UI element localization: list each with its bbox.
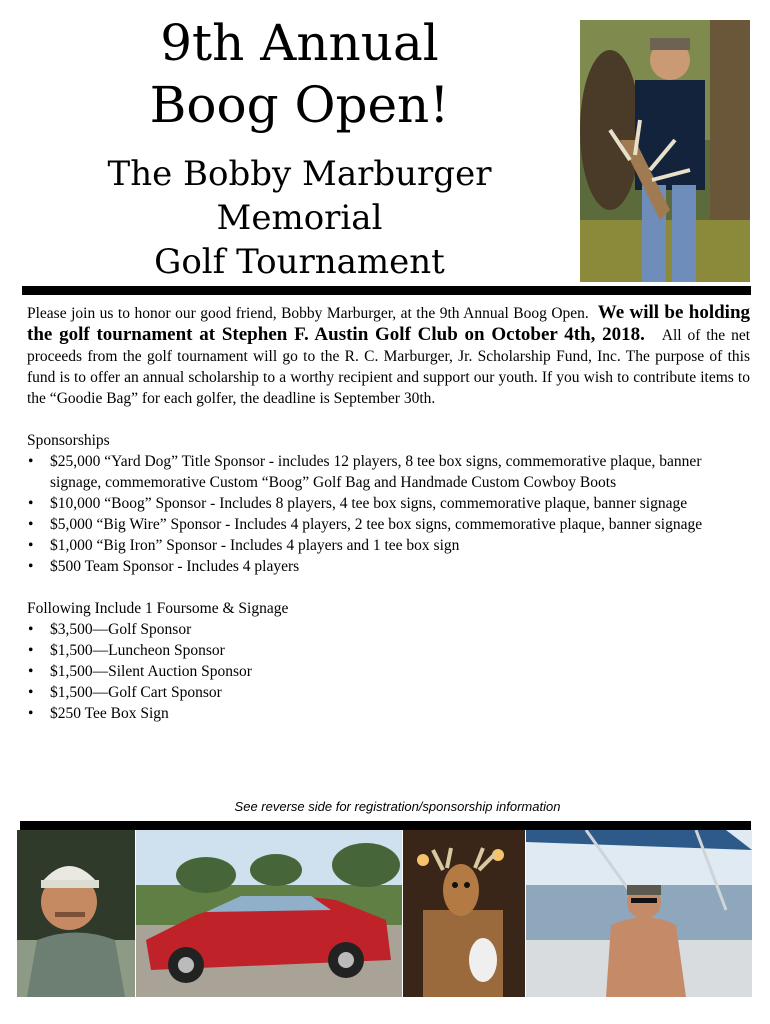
list-item: • $5,000 “Big Wire” Sponsor - Includes 4 players, 2 tee box signs, commemorative plaque, banner signage xyxy=(50,514,750,535)
intro-text-2: All of the net proceeds from the golf tournament will go to the R. C. Marburger, Jr. Scholarship Fund, Inc. The purpose of this fund is to offer an annual scholarship to a worthy recipient and support our youth. If you wish to contribute items to the “Goodie Bag” for each golfer, the deadline is September 30th. xyxy=(27,327,750,407)
body-text xyxy=(27,302,750,724)
list-item: • $500 Team Sponsor - Includes 4 players xyxy=(50,556,750,577)
list-item: • $1,000 “Big Iron” Sponsor - Includes 4 players and 1 tee box sign xyxy=(50,535,750,556)
list-item: • $10,000 “Boog” Sponsor - Includes 8 players, 4 tee box signs, commemorative plaque, banner signage xyxy=(50,493,750,514)
sponsorships-list xyxy=(27,451,750,577)
hero-photo xyxy=(580,20,750,282)
list-item: • $1,500—Golf Cart Sponsor xyxy=(50,682,750,703)
list-item: • $3,500—Golf Sponsor xyxy=(50,619,750,640)
top-divider xyxy=(22,286,751,295)
list-item: • $1,500—Luncheon Sponsor xyxy=(50,640,750,661)
list-item: • $250 Tee Box Sign xyxy=(50,703,750,724)
photo-man-on-boat xyxy=(526,830,752,997)
photo-deer-mascot xyxy=(403,830,525,997)
photo-red-car xyxy=(136,830,402,997)
subtitle-line-1: The Bobby Marburger Memorial xyxy=(107,154,492,238)
subtitle-line-2: Golf Tournament xyxy=(154,242,445,282)
sponsorships-heading: Sponsorships xyxy=(27,432,110,449)
foursome-list xyxy=(27,619,750,724)
bottom-divider xyxy=(20,821,751,830)
list-item: • $1,500—Silent Auction Sponsor xyxy=(50,661,750,682)
reverse-side-note: See reverse side for registration/sponsorship information xyxy=(234,799,561,814)
intro-emphasis: We will be holding the golf tournament at Stephen F. Austin Golf Club on October 4th, 2018. xyxy=(27,302,751,345)
intro-paragraph xyxy=(27,302,750,409)
title-line-1: 9th Annual xyxy=(160,14,439,72)
photo-man-in-cap xyxy=(17,830,135,997)
intro-text-1: Please join us to honor our good friend, Bobby Marburger, at the 9th Annual Boog Open. xyxy=(27,305,589,322)
title-block xyxy=(22,12,577,284)
list-item: • $25,000 “Yard Dog” Title Sponsor - includes 12 players, 8 tee box signs, commemorative plaque, banner signage, commemorative Custom “Boog” Golf Bag and Handmade Custom Cowboy Boots xyxy=(50,451,750,493)
foursome-heading: Following Include 1 Foursome & Signage xyxy=(27,600,289,617)
title-line-2: Boog Open! xyxy=(149,76,450,134)
